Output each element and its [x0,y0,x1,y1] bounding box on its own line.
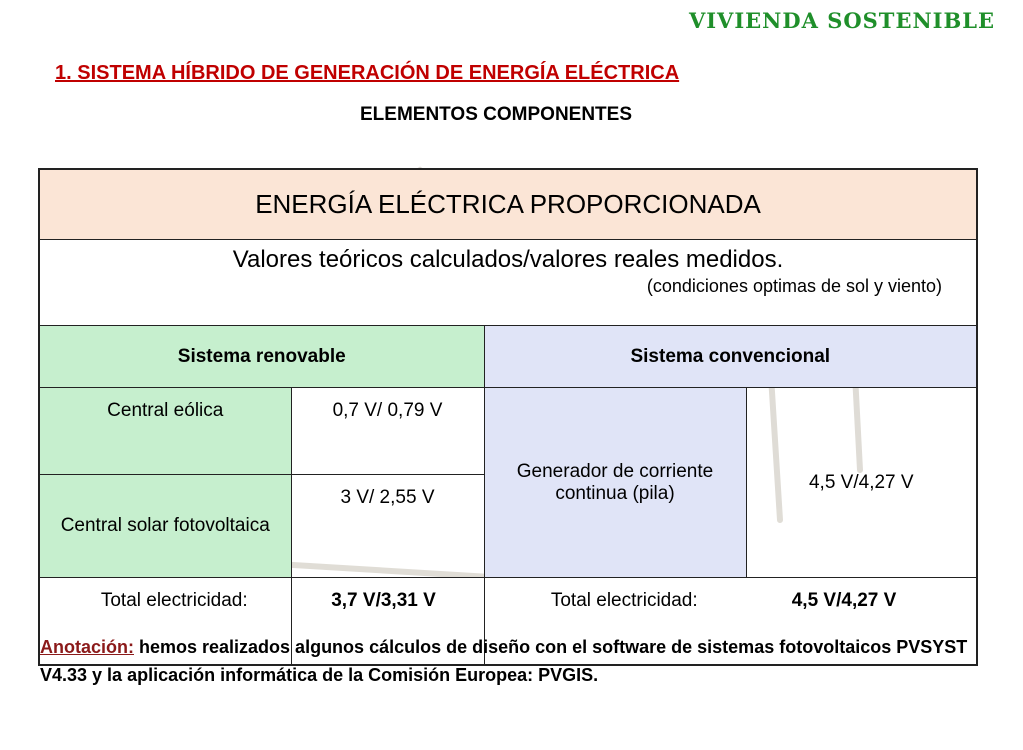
renewable-header: Sistema renovable [39,326,484,388]
table-subtitle-cell [39,240,977,326]
conventional-total-label: Total electricidad: [484,578,746,666]
section-subtitle: ELEMENTOS COMPONENTES [360,104,633,125]
table-title: ENERGÍA ELÉCTRICA PROPORCIONADA [39,169,977,240]
renewable-row-label: Central solar fotovoltaica [39,475,291,578]
conventional-header: Sistema convencional [484,326,977,388]
conventional-generator-value: 4,5 V/4,27 V [746,388,977,578]
renewable-total-label: Total electricidad: [39,578,291,666]
page-title: 1. SISTEMA HÍBRIDO DE GENERACIÓN DE ENERGÍA ELÉCTRICA [55,62,680,84]
annotation-label: Anotación: [40,637,134,657]
annotation-text: hemos realizados algunos cálculos de diseño con el software de sistemas fotovoltaicos PVSYST V4.33 y la aplicación informática de la Comisión Europea: PVGIS. [40,637,968,685]
brand-label: VIVIENDA SOSTENIBLE [688,8,995,33]
conventional-generator-label: Generador de corriente continua (pila) [484,388,746,578]
renewable-row-value: 3 V/ 2,55 V [291,475,484,578]
renewable-total-value: 3,7 V/3,31 V [291,578,484,666]
energy-table [38,168,978,666]
table-note: (condiciones optimas de sol y viento) [646,276,943,296]
table-subtitle: Valores teóricos calculados/valores reales medidos. [232,246,784,273]
conventional-total-value: 4,5 V/4,27 V [746,578,977,666]
annotation [40,633,990,689]
renewable-row-label: Central eólica [39,388,291,475]
renewable-row-value: 0,7 V/ 0,79 V [291,388,484,475]
